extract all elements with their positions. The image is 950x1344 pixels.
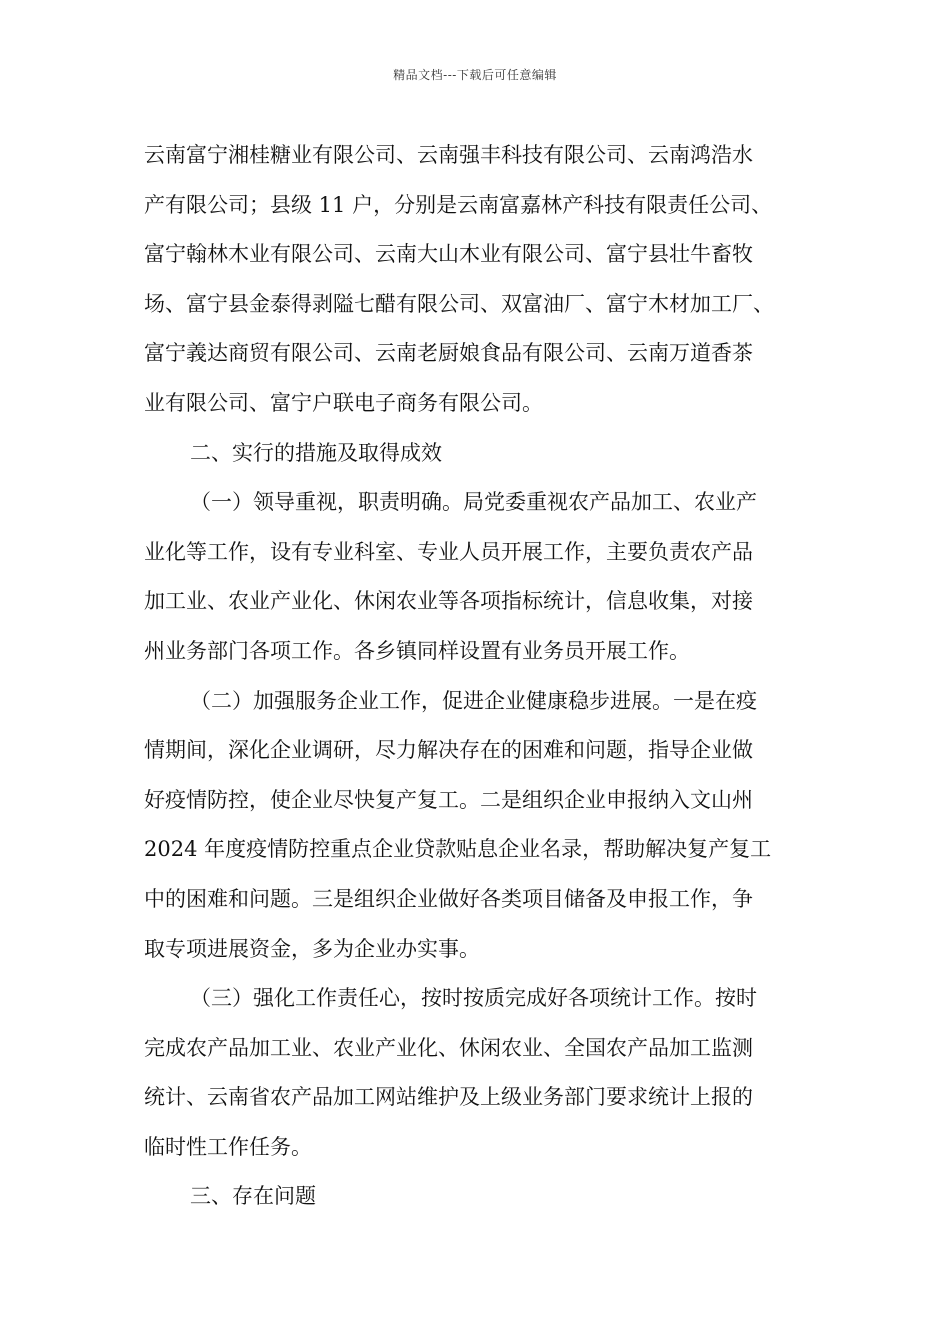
text-line: 情期间，深化企业调研，尽力解决存在的困难和问题，指导企业做 — [144, 738, 753, 763]
page-header: 精品文档---下载后可任意编辑 — [393, 68, 557, 82]
text-line: 完成农产品加工业、农业产业化、休闲农业、全国农产品加工监测 — [144, 1035, 753, 1060]
text-line: 中的困难和问题。三是组织企业做好各类项目储备及申报工作，争 — [144, 886, 753, 911]
section-heading: 三、存在问题 — [190, 1184, 316, 1209]
text-line: 取专项进展资金，多为企业办实事。 — [144, 936, 480, 961]
text-line: （一）领导重视，职责明确。局党委重视农产品加工、农业产 — [190, 490, 757, 515]
text-line: 好疫情防控，使企业尽快复产复工。二是组织企业申报纳入文山州 — [144, 787, 753, 812]
text-line: （三）强化工作责任心，按时按质完成好各项统计工作。按时 — [190, 986, 757, 1011]
text-line: 云南富宁湘桂糖业有限公司、云南强丰科技有限公司、云南鸿浩水 — [144, 143, 753, 167]
text-line: 业有限公司、富宁户联电子商务有限公司。 — [144, 390, 543, 415]
text-line: 统计、云南省农产品加工网站维护及上级业务部门要求统计上报的 — [144, 1085, 753, 1110]
text-line: 富宁義达商贸有限公司、云南老厨娘食品有限公司、云南万道香茶 — [144, 341, 753, 366]
text-line: 临时性工作任务。 — [144, 1134, 312, 1159]
document-body — [144, 131, 809, 1222]
text-line: 产有限公司；县级 11 户，分别是云南富嘉林产科技有限责任公司、 — [144, 192, 773, 217]
text-line: 场、富宁县金泰得剥隘七醋有限公司、双富油厂、富宁木材加工厂、 — [144, 291, 774, 316]
text-line: （二）加强服务企业工作，促进企业健康稳步进展。一是在疫 — [190, 688, 757, 713]
text-line: 富宁翰林木业有限公司、云南大山木业有限公司、富宁县壮牛畜牧 — [144, 242, 753, 267]
text-line: 加工业、农业产业化、休闲农业等各项指标统计，信息收集，对接 — [144, 589, 753, 614]
text-line: 2024 年度疫情防控重点企业贷款贴息企业名录，帮助解决复产复工 — [144, 837, 772, 862]
text-line: 业化等工作，设有专业科室、专业人员开展工作，主要负责农产品 — [144, 539, 753, 564]
section-heading: 二、实行的措施及取得成效 — [190, 440, 442, 465]
text-line: 州业务部门各项工作。各乡镇同样设置有业务员开展工作。 — [144, 638, 690, 663]
